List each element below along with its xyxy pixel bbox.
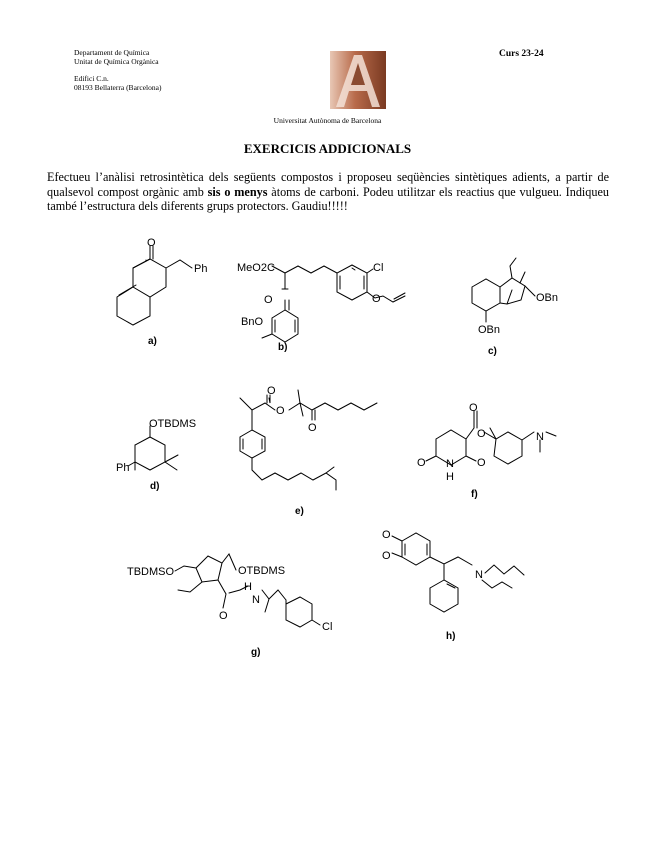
structure-a — [117, 237, 207, 347]
page-title: EXERCICIS ADDICIONALS — [243, 141, 412, 156]
instructions-bold: sis o menys — [207, 184, 268, 199]
label-f: f) — [471, 489, 478, 500]
label-d: d) — [150, 481, 160, 492]
g-amide-nitrogen: N — [252, 594, 260, 606]
h-dioxole-oxygen-2: O — [382, 550, 391, 562]
label-g: g) — [251, 647, 261, 658]
b-benzyloxy-label: BnO — [241, 316, 264, 328]
c-obn-bottom-label: OBn — [478, 324, 501, 336]
university-name: Universitat Autònoma de Barcelona — [273, 116, 382, 125]
label-h: h) — [446, 631, 456, 642]
b-ketone-oxygen: O — [264, 294, 273, 306]
f-carbonyl-oxygen: O — [469, 402, 478, 414]
structure-c — [472, 258, 558, 357]
structure-h — [382, 529, 524, 642]
h-amine-nitrogen: N — [475, 569, 483, 581]
postal-address: 08193 Bellaterra (Barcelona) — [74, 82, 162, 92]
f-imide-hydrogen: H — [446, 471, 454, 483]
instructions-text-2: àtoms de carboni. Podeu utilitzar els reactius que vulgueu. Indiqueu també l’estructura dels diferents grups protectors. Gaudiu!!!!! — [47, 184, 609, 213]
f-imide-nitrogen: N — [446, 458, 454, 470]
g-chlorine-atom: Cl — [322, 621, 333, 633]
h-dioxole-oxygen-1: O — [382, 529, 391, 541]
c-obn-top-label: OBn — [536, 292, 559, 304]
e-ketone-oxygen: O — [308, 422, 317, 434]
d-otbdms-label: OTBDMS — [149, 418, 197, 430]
structure-b — [237, 262, 405, 353]
g-amide-hydrogen: H — [244, 581, 252, 593]
a-phenyl-label: Ph — [194, 263, 208, 275]
d-phenyl-label: Ph — [116, 462, 130, 474]
label-b: b) — [278, 342, 288, 353]
e-carbonyl-oxygen-1: O — [267, 385, 276, 397]
e-ester-oxygen: O — [276, 405, 285, 417]
f-imide-oxygen-left: O — [417, 457, 426, 469]
g-tbdmso-label: TBDMSO — [127, 566, 175, 578]
structure-d — [116, 418, 196, 492]
label-e: e) — [295, 506, 304, 517]
department-name: Departament de Química — [74, 48, 150, 57]
f-imide-oxygen-right: O — [477, 457, 486, 469]
course-year: Curs 23-24 — [499, 49, 544, 59]
structure-f — [417, 402, 556, 500]
label-c: c) — [488, 346, 497, 357]
instructions-text-1: Efectueu l’anàlisi retrosintètica dels següents compostos i proposeu seqüències sintètiques adients, a partir de qualsevol compost orgànic amb — [47, 170, 609, 199]
label-a: a) — [148, 336, 157, 347]
g-otbdms-label: OTBDMS — [238, 565, 286, 577]
b-ether-oxygen: O — [372, 293, 381, 305]
unit-name: Unitat de Química Orgànica — [74, 56, 159, 66]
b-chlorine-atom: Cl — [373, 262, 384, 274]
structure-g — [127, 554, 332, 658]
g-amide-oxygen: O — [219, 610, 228, 622]
f-amine-nitrogen: N — [536, 431, 544, 443]
b-ester-label: MeO2C — [237, 262, 275, 274]
a-oxygen-atom: O — [147, 237, 156, 249]
structure-e — [240, 385, 377, 517]
building-name: Edifici C.n. — [74, 74, 109, 84]
f-ester-oxygen: O — [477, 428, 486, 440]
